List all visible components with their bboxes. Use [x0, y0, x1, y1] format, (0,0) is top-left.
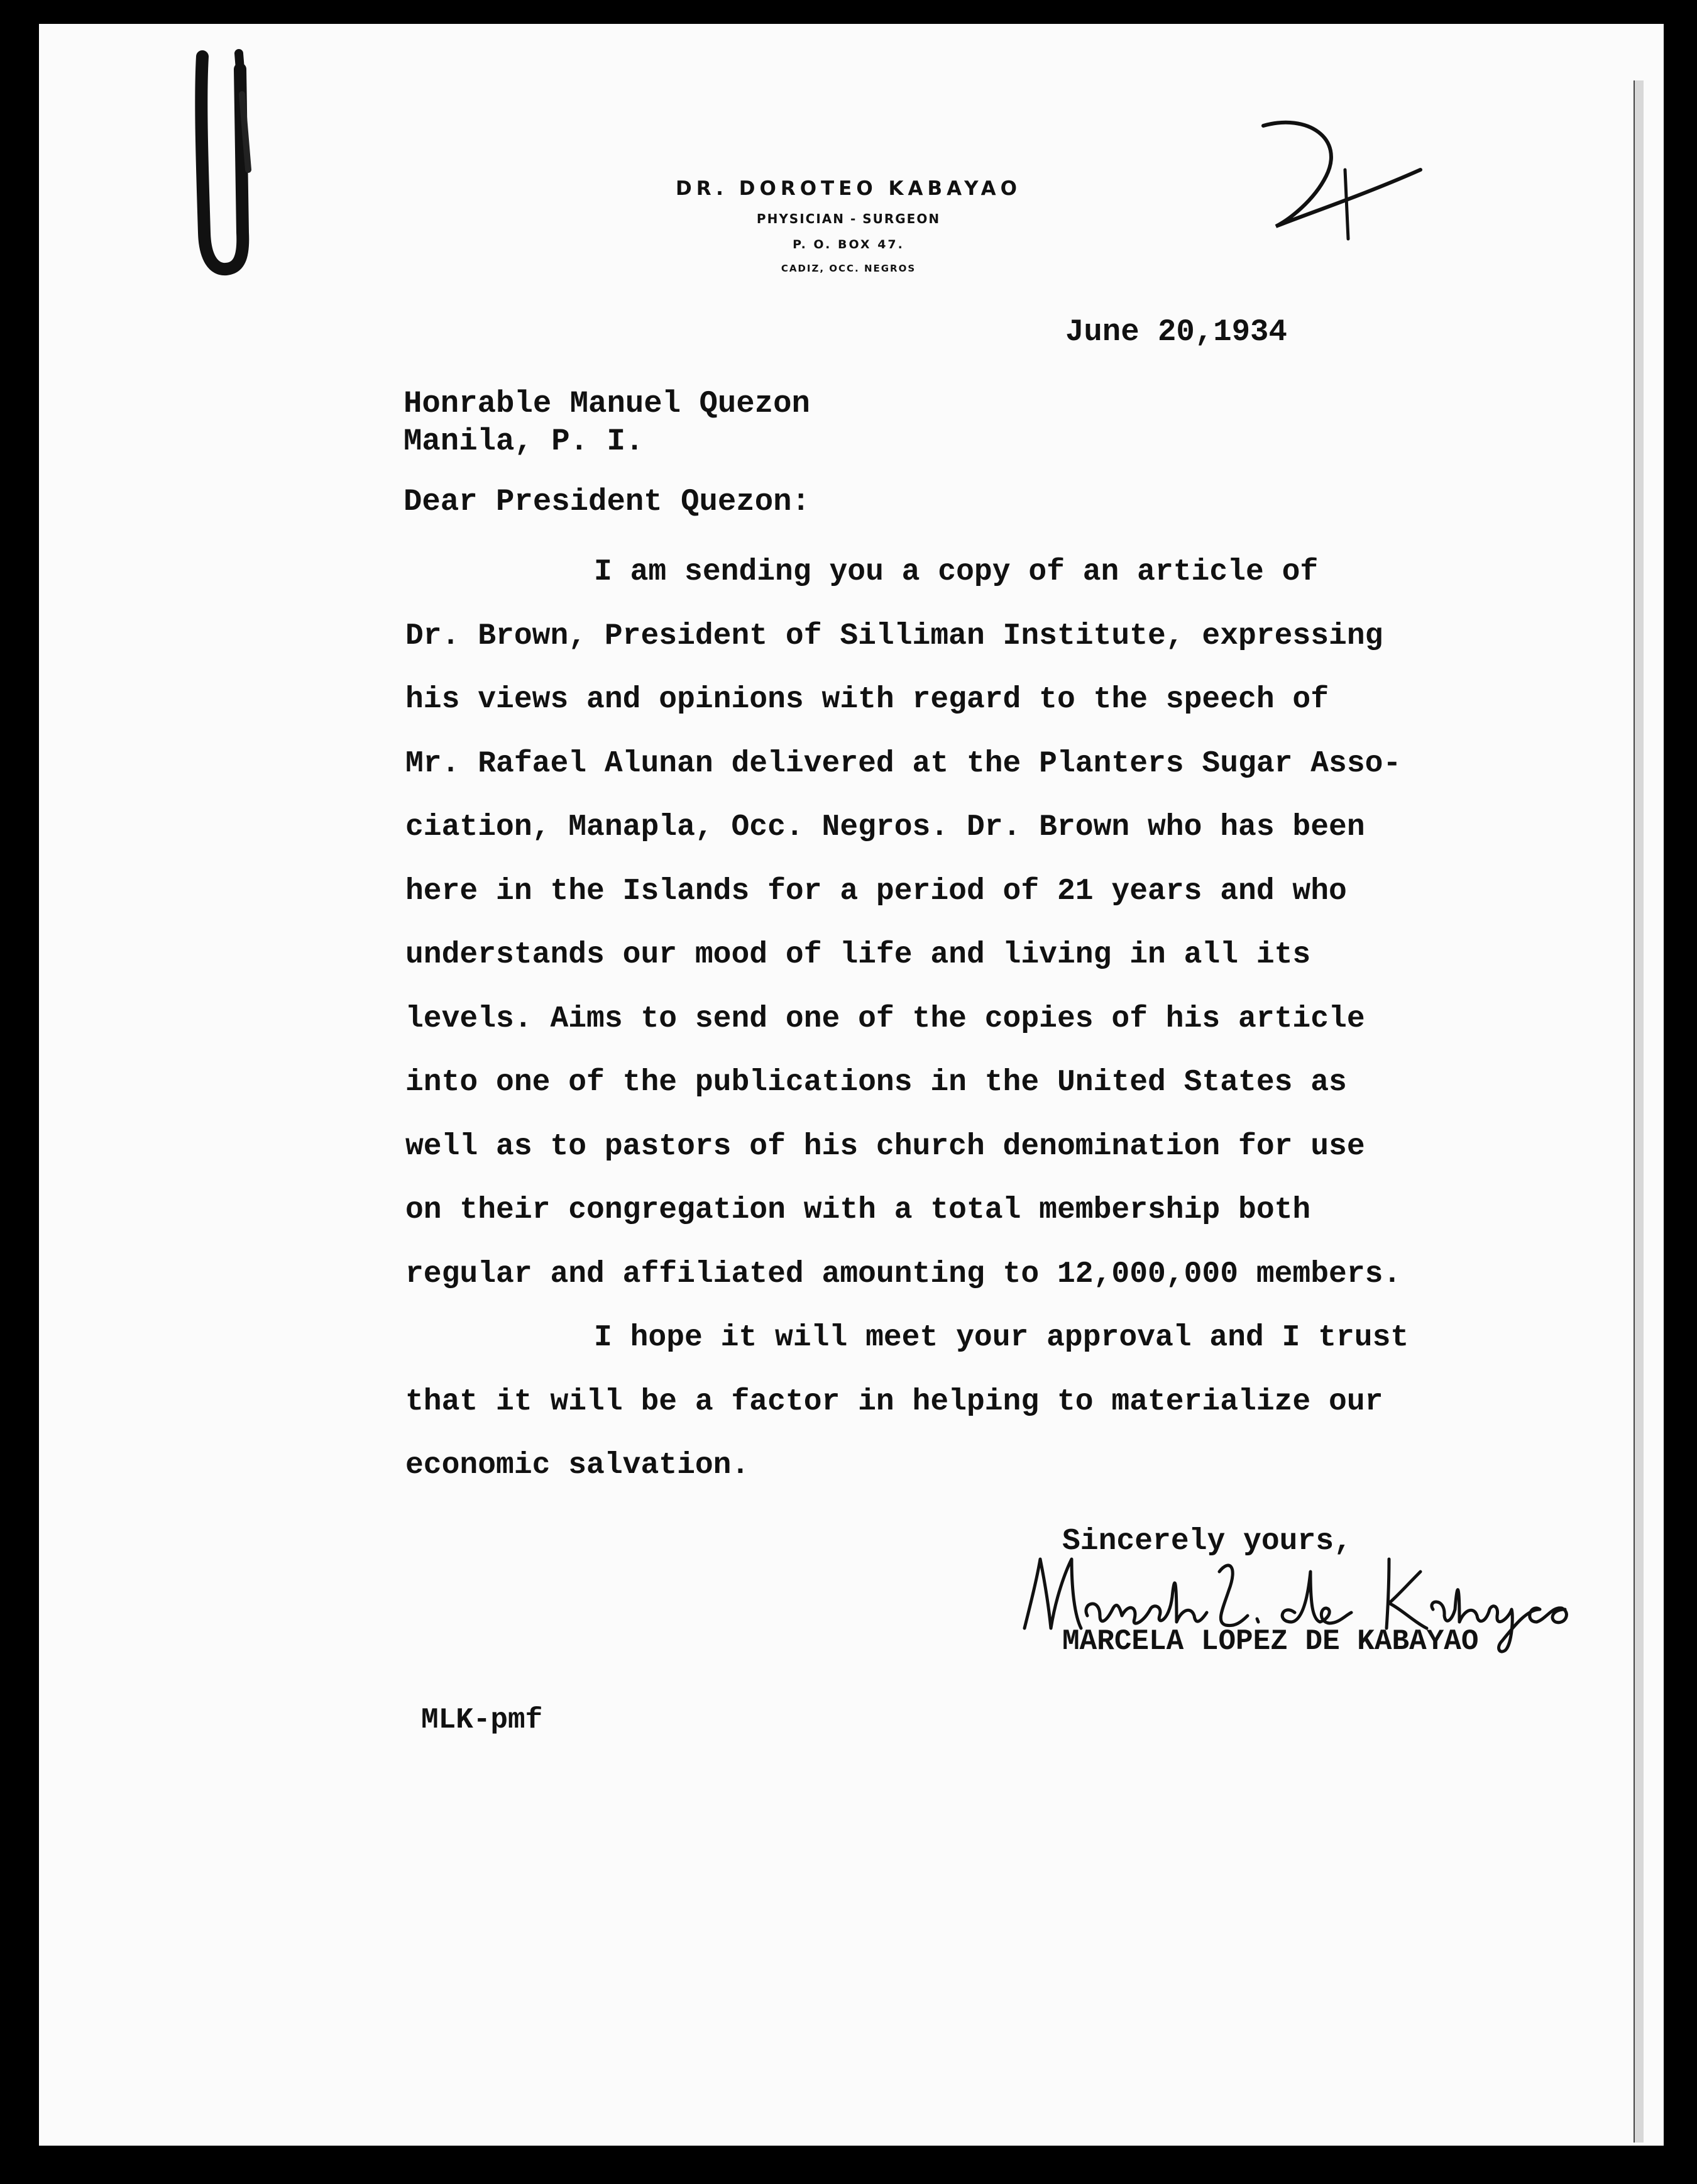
letterhead-name: DR. DOROTEO KABAYAO [675, 177, 1022, 200]
body-line: Mr. Rafael Alunan delivered at the Planters Sugar Asso- [405, 746, 1402, 781]
body-line: that it will be a factor in helping to materialize our [405, 1384, 1383, 1419]
svg-text:Marcela L. de Kabayao: Marcela L. de Kabayao [1012, 1534, 1018, 1535]
reference-initials: MLK-pmf [421, 1704, 543, 1736]
addressee-block [404, 385, 810, 460]
body-line: I am sending you a copy of an article of [594, 555, 1319, 589]
letter-body [405, 541, 1474, 1498]
body-line: understands our mood of life and living in all its [405, 938, 1311, 972]
underlying-sheet-edge [1634, 80, 1644, 2143]
body-line: Dr. Brown, President of Silliman Institute, expressing [405, 619, 1383, 653]
body-line: economic salvation. [405, 1448, 750, 1482]
body-line: ciation, Manapla, Occ. Negros. Dr. Brown who has been [405, 810, 1365, 844]
body-line: here in the Islands for a period of 21 years and who [405, 874, 1347, 908]
body-line: I hope it will meet your approval and I trust [594, 1321, 1409, 1355]
salutation: Dear President Quezon: [404, 484, 810, 519]
paper-clip-icon [189, 44, 264, 283]
addressee-location: Manila, P. I. [404, 424, 644, 459]
letterhead-city: CADIZ, OCC. NEGROS [781, 263, 916, 274]
body-line: well as to pastors of his church denomination for use [405, 1129, 1365, 1164]
handwritten-page-number [1251, 119, 1439, 264]
body-line: his views and opinions with regard to the speech of [405, 683, 1329, 717]
signer-name: MARCELA LOPEZ DE KABAYAO [1062, 1625, 1479, 1658]
letterhead-po-box: P. O. BOX 47. [793, 238, 904, 251]
letterhead-title: PHYSICIAN - SURGEON [756, 211, 941, 226]
closing: Sincerely yours, [1062, 1525, 1352, 1558]
body-line: levels. Aims to send one of the copies of his article [405, 1001, 1365, 1036]
letter-date: June 20,1934 [1065, 314, 1287, 350]
addressee-name: Honrable Manuel Quezon [404, 386, 810, 421]
body-line: on their congregation with a total membership both [405, 1193, 1311, 1227]
body-line: regular and affiliated amounting to 12,000,000 members. [405, 1257, 1402, 1291]
body-line: into one of the publications in the United States as [405, 1066, 1347, 1100]
